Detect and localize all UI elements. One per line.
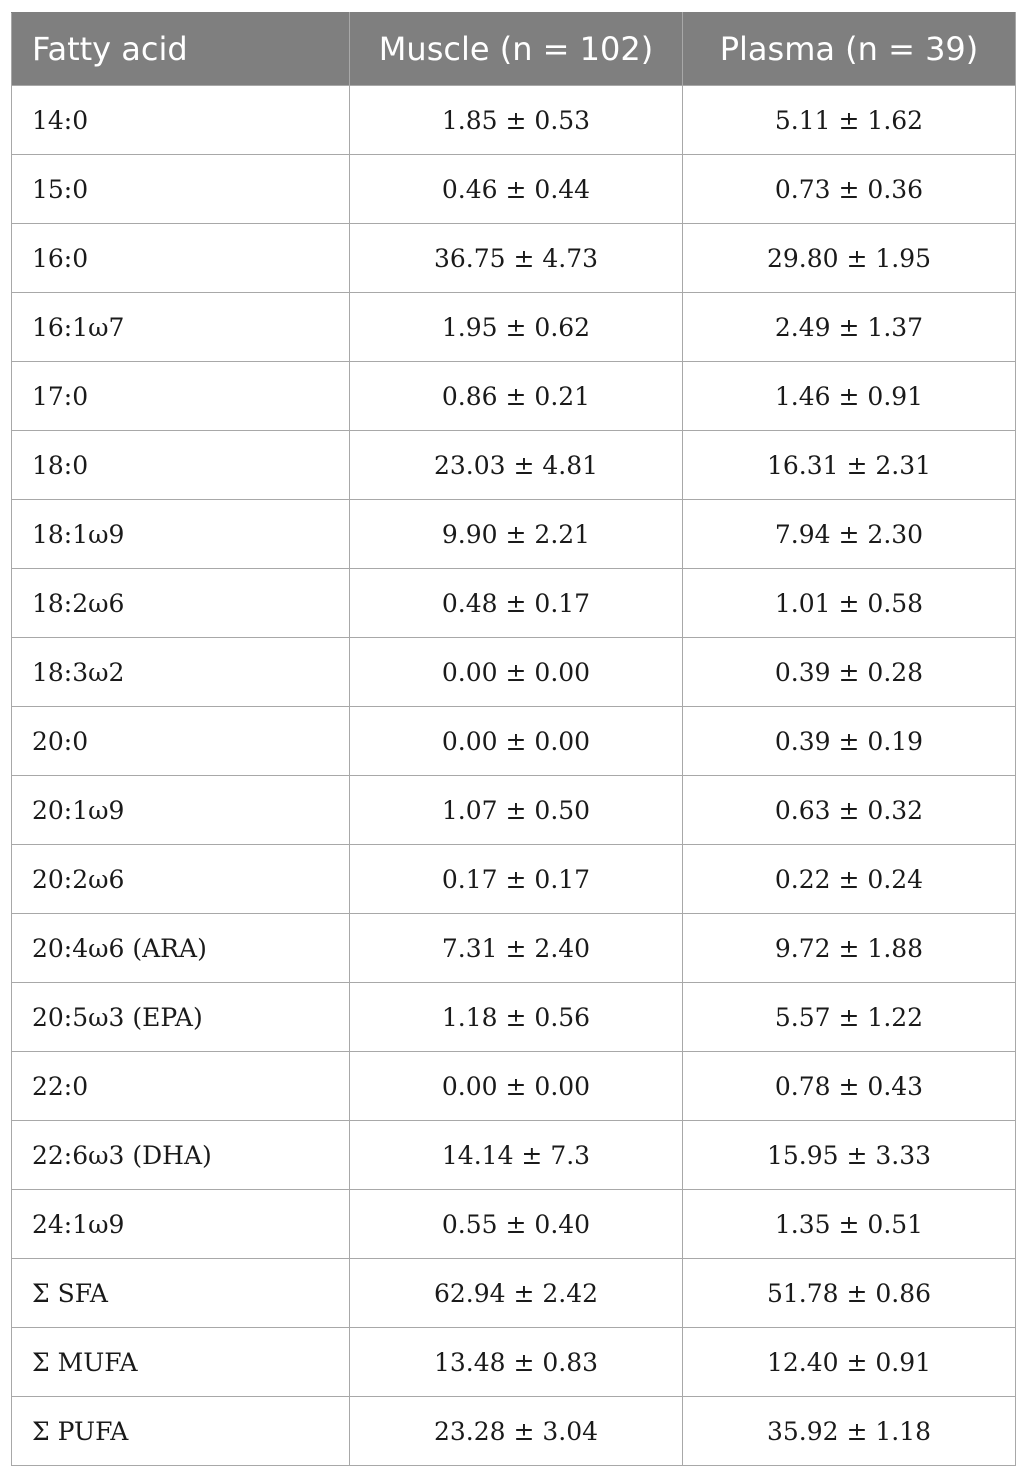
plasma-cell: 9.72 ± 1.88 <box>683 914 1016 983</box>
table-row <box>12 1052 1016 1121</box>
fatty-acid-cell: 16:0 <box>12 224 350 293</box>
muscle-cell: 23.28 ± 3.04 <box>350 1397 683 1466</box>
table-row <box>12 776 1016 845</box>
muscle-cell: 62.94 ± 2.42 <box>350 1259 683 1328</box>
plasma-cell: 0.78 ± 0.43 <box>683 1052 1016 1121</box>
plasma-cell: 12.40 ± 0.91 <box>683 1328 1016 1397</box>
table-row <box>12 1328 1016 1397</box>
muscle-cell: 36.75 ± 4.73 <box>350 224 683 293</box>
fatty-acid-cell: 20:5ω3 (EPA) <box>12 983 350 1052</box>
plasma-cell: 0.73 ± 0.36 <box>683 155 1016 224</box>
table-row <box>12 431 1016 500</box>
table-row <box>12 293 1016 362</box>
plasma-cell: 16.31 ± 2.31 <box>683 431 1016 500</box>
muscle-cell: 1.95 ± 0.62 <box>350 293 683 362</box>
muscle-cell: 0.00 ± 0.00 <box>350 638 683 707</box>
fatty-acid-cell: 18:3ω2 <box>12 638 350 707</box>
plasma-cell: 5.57 ± 1.22 <box>683 983 1016 1052</box>
table-row <box>12 86 1016 155</box>
plasma-cell: 51.78 ± 0.86 <box>683 1259 1016 1328</box>
fatty-acid-cell: 17:0 <box>12 362 350 431</box>
muscle-cell: 0.55 ± 0.40 <box>350 1190 683 1259</box>
plasma-cell: 0.63 ± 0.32 <box>683 776 1016 845</box>
fatty-acid-cell: 22:6ω3 (DHA) <box>12 1121 350 1190</box>
muscle-cell: 0.48 ± 0.17 <box>350 569 683 638</box>
muscle-cell: 0.17 ± 0.17 <box>350 845 683 914</box>
table-row <box>12 224 1016 293</box>
muscle-cell: 14.14 ± 7.3 <box>350 1121 683 1190</box>
muscle-cell: 7.31 ± 2.40 <box>350 914 683 983</box>
fatty-acid-cell: 18:2ω6 <box>12 569 350 638</box>
fatty-acid-cell: Σ PUFA <box>12 1397 350 1466</box>
fatty-acid-table <box>11 12 1016 1466</box>
table-row <box>12 569 1016 638</box>
fatty-acid-cell: 24:1ω9 <box>12 1190 350 1259</box>
table-row <box>12 155 1016 224</box>
plasma-cell: 0.39 ± 0.28 <box>683 638 1016 707</box>
table-row <box>12 983 1016 1052</box>
fatty-acid-cell: 18:0 <box>12 431 350 500</box>
fatty-acid-cell: Σ SFA <box>12 1259 350 1328</box>
plasma-cell: 1.46 ± 0.91 <box>683 362 1016 431</box>
table-row <box>12 362 1016 431</box>
fatty-acid-cell: 18:1ω9 <box>12 500 350 569</box>
plasma-cell: 2.49 ± 1.37 <box>683 293 1016 362</box>
table-row <box>12 1190 1016 1259</box>
table-header <box>12 13 1016 86</box>
fatty-acid-cell: Σ MUFA <box>12 1328 350 1397</box>
muscle-cell: 23.03 ± 4.81 <box>350 431 683 500</box>
plasma-cell: 7.94 ± 2.30 <box>683 500 1016 569</box>
fatty-acid-cell: 15:0 <box>12 155 350 224</box>
muscle-cell: 1.07 ± 0.50 <box>350 776 683 845</box>
header-muscle: Muscle (n = 102) <box>350 13 683 86</box>
header-row <box>12 13 1016 86</box>
fatty-acid-cell: 20:2ω6 <box>12 845 350 914</box>
muscle-cell: 13.48 ± 0.83 <box>350 1328 683 1397</box>
table-row <box>12 845 1016 914</box>
plasma-cell: 1.35 ± 0.51 <box>683 1190 1016 1259</box>
muscle-cell: 9.90 ± 2.21 <box>350 500 683 569</box>
plasma-cell: 29.80 ± 1.95 <box>683 224 1016 293</box>
muscle-cell: 1.18 ± 0.56 <box>350 983 683 1052</box>
table-row <box>12 914 1016 983</box>
header-plasma: Plasma (n = 39) <box>683 13 1016 86</box>
plasma-cell: 0.39 ± 0.19 <box>683 707 1016 776</box>
plasma-cell: 1.01 ± 0.58 <box>683 569 1016 638</box>
table-row <box>12 1397 1016 1466</box>
fatty-acid-cell: 22:0 <box>12 1052 350 1121</box>
fatty-acid-cell: 20:1ω9 <box>12 776 350 845</box>
table-row <box>12 500 1016 569</box>
fatty-acid-cell: 14:0 <box>12 86 350 155</box>
muscle-cell: 0.00 ± 0.00 <box>350 1052 683 1121</box>
header-fatty-acid: Fatty acid <box>12 13 350 86</box>
fatty-acid-cell: 16:1ω7 <box>12 293 350 362</box>
fatty-acid-cell: 20:0 <box>12 707 350 776</box>
plasma-cell: 15.95 ± 3.33 <box>683 1121 1016 1190</box>
muscle-cell: 0.46 ± 0.44 <box>350 155 683 224</box>
plasma-cell: 5.11 ± 1.62 <box>683 86 1016 155</box>
fatty-acid-cell: 20:4ω6 (ARA) <box>12 914 350 983</box>
muscle-cell: 0.00 ± 0.00 <box>350 707 683 776</box>
table-row <box>12 707 1016 776</box>
table-row <box>12 1121 1016 1190</box>
table-row <box>12 638 1016 707</box>
muscle-cell: 0.86 ± 0.21 <box>350 362 683 431</box>
plasma-cell: 0.22 ± 0.24 <box>683 845 1016 914</box>
muscle-cell: 1.85 ± 0.53 <box>350 86 683 155</box>
plasma-cell: 35.92 ± 1.18 <box>683 1397 1016 1466</box>
table-row <box>12 1259 1016 1328</box>
table-body <box>12 86 1016 1466</box>
